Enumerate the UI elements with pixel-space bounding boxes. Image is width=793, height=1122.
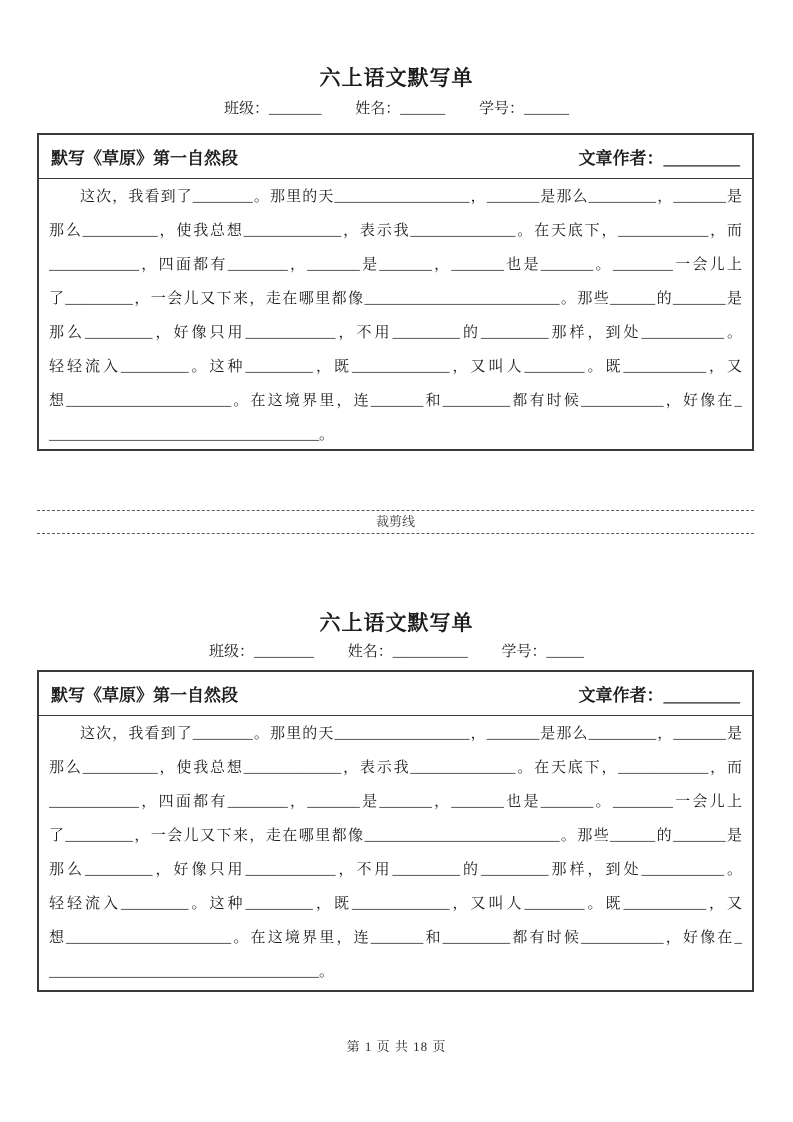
paragraph-line: 轻轻流入_________。这种_________，既_____________，又叫人________。既___________，又 [49, 896, 742, 912]
paragraph-line: 那么__________，使我总想_____________，表示我______________。在天底下，____________，而 [49, 760, 742, 776]
dictation-box-header [39, 135, 752, 179]
student-info-row [0, 97, 793, 118]
paragraph-line: ____________，四面都有________，_______是_______，_______也是_______。________一会儿上 [49, 794, 742, 810]
student-id-field [502, 644, 585, 660]
paragraph-line: 想______________________。在这境界里，连_______和_________都有时候___________，好像在_ [49, 393, 742, 409]
name-field [355, 101, 445, 117]
dictation-paragraph [39, 716, 752, 989]
paragraph-line: 那么_________，好像只用____________，不用_________的_________那样，到处___________。 [49, 325, 742, 341]
class-label: 班级： [208, 644, 254, 660]
name-label: 姓名： [347, 644, 393, 660]
cut-line-dash-top [37, 510, 754, 511]
section-title: 六上语文默写单 [319, 611, 474, 635]
student-info-row [0, 640, 793, 661]
dictation-paragraph [39, 179, 752, 452]
author-blank: _________ [663, 149, 740, 168]
cut-line-label: 裁剪线 [375, 514, 415, 529]
paragraph-line: ____________________________________。 [49, 427, 335, 443]
author-blank: _________ [663, 686, 740, 705]
name-field [348, 644, 468, 660]
name-blank: __________ [392, 644, 468, 660]
class-blank: ________ [253, 644, 314, 660]
student-id-label: 学号： [479, 101, 525, 117]
paragraph-line: 了_________，一会儿又下来，走在哪里都像__________________________。那些______的_______是 [49, 828, 742, 844]
paragraph-line: 了_________，一会儿又下来，走在哪里都像__________________________。那些______的_______是 [49, 291, 742, 307]
dictation-box-header [39, 672, 752, 716]
student-id-field [479, 101, 569, 117]
dictation-box-title: 默写《草原》第一自然段 [51, 686, 238, 705]
paragraph-line: ____________，四面都有________，_______是_______，_______也是_______。________一会儿上 [49, 257, 742, 273]
author-field [579, 144, 741, 169]
paragraph-line: 轻轻流入_________。这种_________，既_____________，又叫人________。既___________，又 [49, 359, 742, 375]
student-id-blank: ______ [524, 101, 570, 117]
class-blank: _______ [268, 101, 322, 117]
author-label: 文章作者： [578, 149, 664, 168]
paragraph-line: 那么__________，使我总想_____________，表示我______________。在天底下，____________，而 [49, 223, 742, 239]
cut-line [37, 510, 754, 534]
paragraph-line: 这次，我看到了________。那里的天__________________，_______是那么_________，_______是 [80, 726, 742, 742]
author-field [579, 681, 741, 706]
section-title: 六上语文默写单 [319, 66, 474, 90]
paragraph-line: 这次，我看到了________。那里的天__________________，_______是那么_________，_______是 [80, 189, 742, 205]
page-number-footer: 第 1 页 共 18 页 [346, 1039, 447, 1054]
paragraph-line: 那么_________，好像只用____________，不用_________的_________那样，到处___________。 [49, 862, 742, 878]
student-id-blank: _____ [546, 644, 585, 660]
author-label: 文章作者： [578, 686, 664, 705]
paragraph-line: ____________________________________。 [49, 964, 335, 980]
name-label: 姓名： [355, 101, 401, 117]
class-field [224, 101, 322, 117]
dictation-box [37, 670, 754, 992]
class-label: 班级： [223, 101, 269, 117]
name-blank: ______ [400, 101, 446, 117]
paragraph-line: 想______________________。在这境界里，连_______和_________都有时候___________，好像在_ [49, 930, 742, 946]
dictation-box-title: 默写《草原》第一自然段 [51, 149, 238, 168]
cut-line-dash-bottom [37, 533, 754, 534]
dictation-box [37, 133, 754, 451]
class-field [209, 644, 314, 660]
student-id-label: 学号： [501, 644, 547, 660]
